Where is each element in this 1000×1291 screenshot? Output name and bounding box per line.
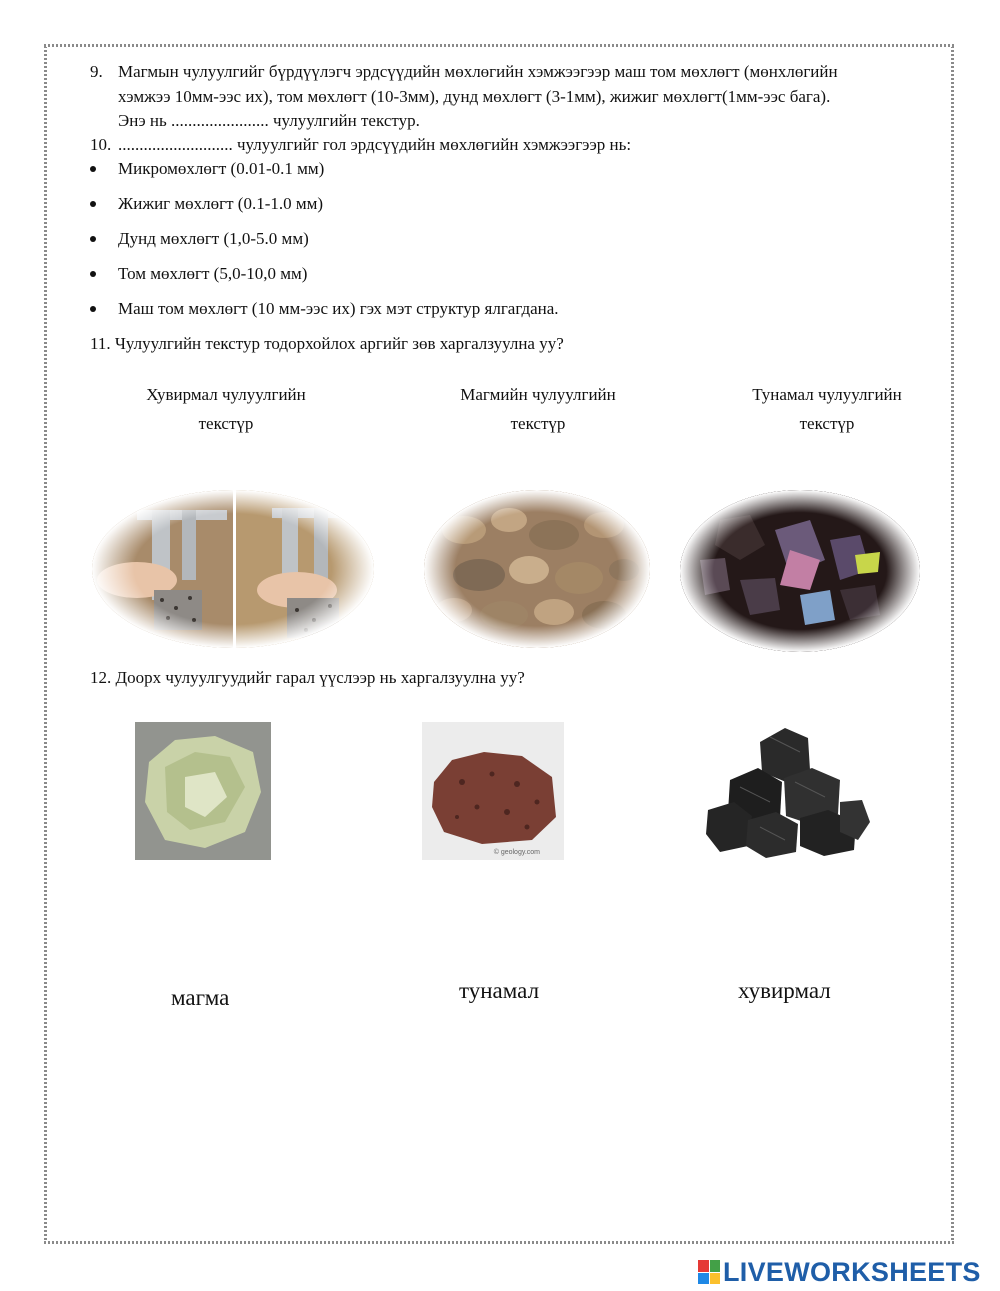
q9-line-2: хэмжээ 10мм-ээс их), том мөхлөгт (10-3мм), дунд мөхлөгт (3-1мм), жижиг мөхлөгт(1мм-ээс бага). [118, 87, 831, 106]
bullet-icon [90, 201, 96, 207]
logo-text: LIVEWORKSHEETS [723, 1256, 981, 1287]
q9-line-3: Энэ нь ....................... чулуулгийн текстур. [118, 111, 420, 130]
caption-line: Магмийн чулуулгийн [460, 385, 616, 404]
conglomerate-photo[interactable] [424, 490, 650, 648]
thin-section-photo[interactable] [680, 490, 920, 652]
q10-number: 10. [90, 135, 112, 154]
q10-bullet-4: Том мөхлөгт (5,0-10,0 мм) [118, 264, 308, 283]
q10-bullet-5: Маш том мөхлөгт (10 мм-ээс их) гэх мэт структур ялгагдана. [118, 299, 559, 318]
bullet-icon [90, 271, 96, 277]
bullet-icon [90, 306, 96, 312]
answer-label-khuvirmal[interactable]: хувирмал [738, 978, 831, 1003]
answer-label-tunamal[interactable]: тунамал [459, 978, 540, 1003]
caption-line: текстүр [510, 414, 566, 433]
thin-section-photo-image [680, 490, 920, 652]
q9-line-1: Магмын чулуулгийг бүрдүүлэгч эрдсүүдийн мөхлөгийн хэмжээгээр маш том мөхлөгт (мөнхлөгийн [118, 62, 838, 81]
caption-igneous [428, 380, 648, 438]
logo-icon [698, 1260, 720, 1284]
liveworksheets-logo[interactable] [698, 1258, 981, 1286]
green-rock-photo[interactable] [135, 722, 271, 860]
logo-square-blue [698, 1273, 709, 1285]
caption-sedimentary [717, 380, 937, 438]
answer-label-magma[interactable]: магма [171, 985, 230, 1010]
q10-bullet-1: Микромөхлөгт (0.01-0.1 мм) [118, 159, 325, 178]
q10-bullet-3: Дунд мөхлөгт (1,0-5.0 мм) [118, 229, 309, 248]
scoria-photo[interactable] [422, 722, 564, 860]
calipers-photo-image [92, 490, 374, 648]
photo-credit: © geology.com [493, 849, 540, 856]
caption-line: Тунамал чулуулгийн [752, 385, 902, 404]
coal-image [700, 722, 872, 862]
caption-line: текстүр [799, 414, 855, 433]
logo-square-red [698, 1260, 709, 1272]
q10-bullet-2: Жижиг мөхлөгт (0.1-1.0 мм) [118, 194, 324, 213]
caption-line: текстүр [198, 414, 254, 433]
bullet-icon [90, 166, 96, 172]
q9-number: 9. [90, 62, 103, 81]
caption-line: Хувирмал чулуулгийн [146, 385, 306, 404]
caption-metamorphic [116, 380, 336, 438]
green-rock-image [135, 722, 271, 860]
bullet-icon [90, 236, 96, 242]
calipers-photo[interactable] [92, 490, 374, 648]
q12-text: 12. Доорх чулуулгуудийг гарал үүслээр нь харгалзуулна уу? [90, 668, 525, 687]
coal-photo[interactable] [700, 722, 872, 862]
q11-text: 11. Чулуулгийн текстур тодорхойлох аргийг зөв харгалзуулна уу? [90, 334, 564, 353]
q10-text: ........................... чулуулгийг гол эрдсүүдийн мөхлөгийн хэмжээгээр нь: [118, 135, 632, 154]
logo-square-yellow [710, 1273, 721, 1285]
scoria-image [422, 722, 564, 860]
logo-square-green [710, 1260, 721, 1272]
conglomerate-photo-image [424, 490, 650, 648]
